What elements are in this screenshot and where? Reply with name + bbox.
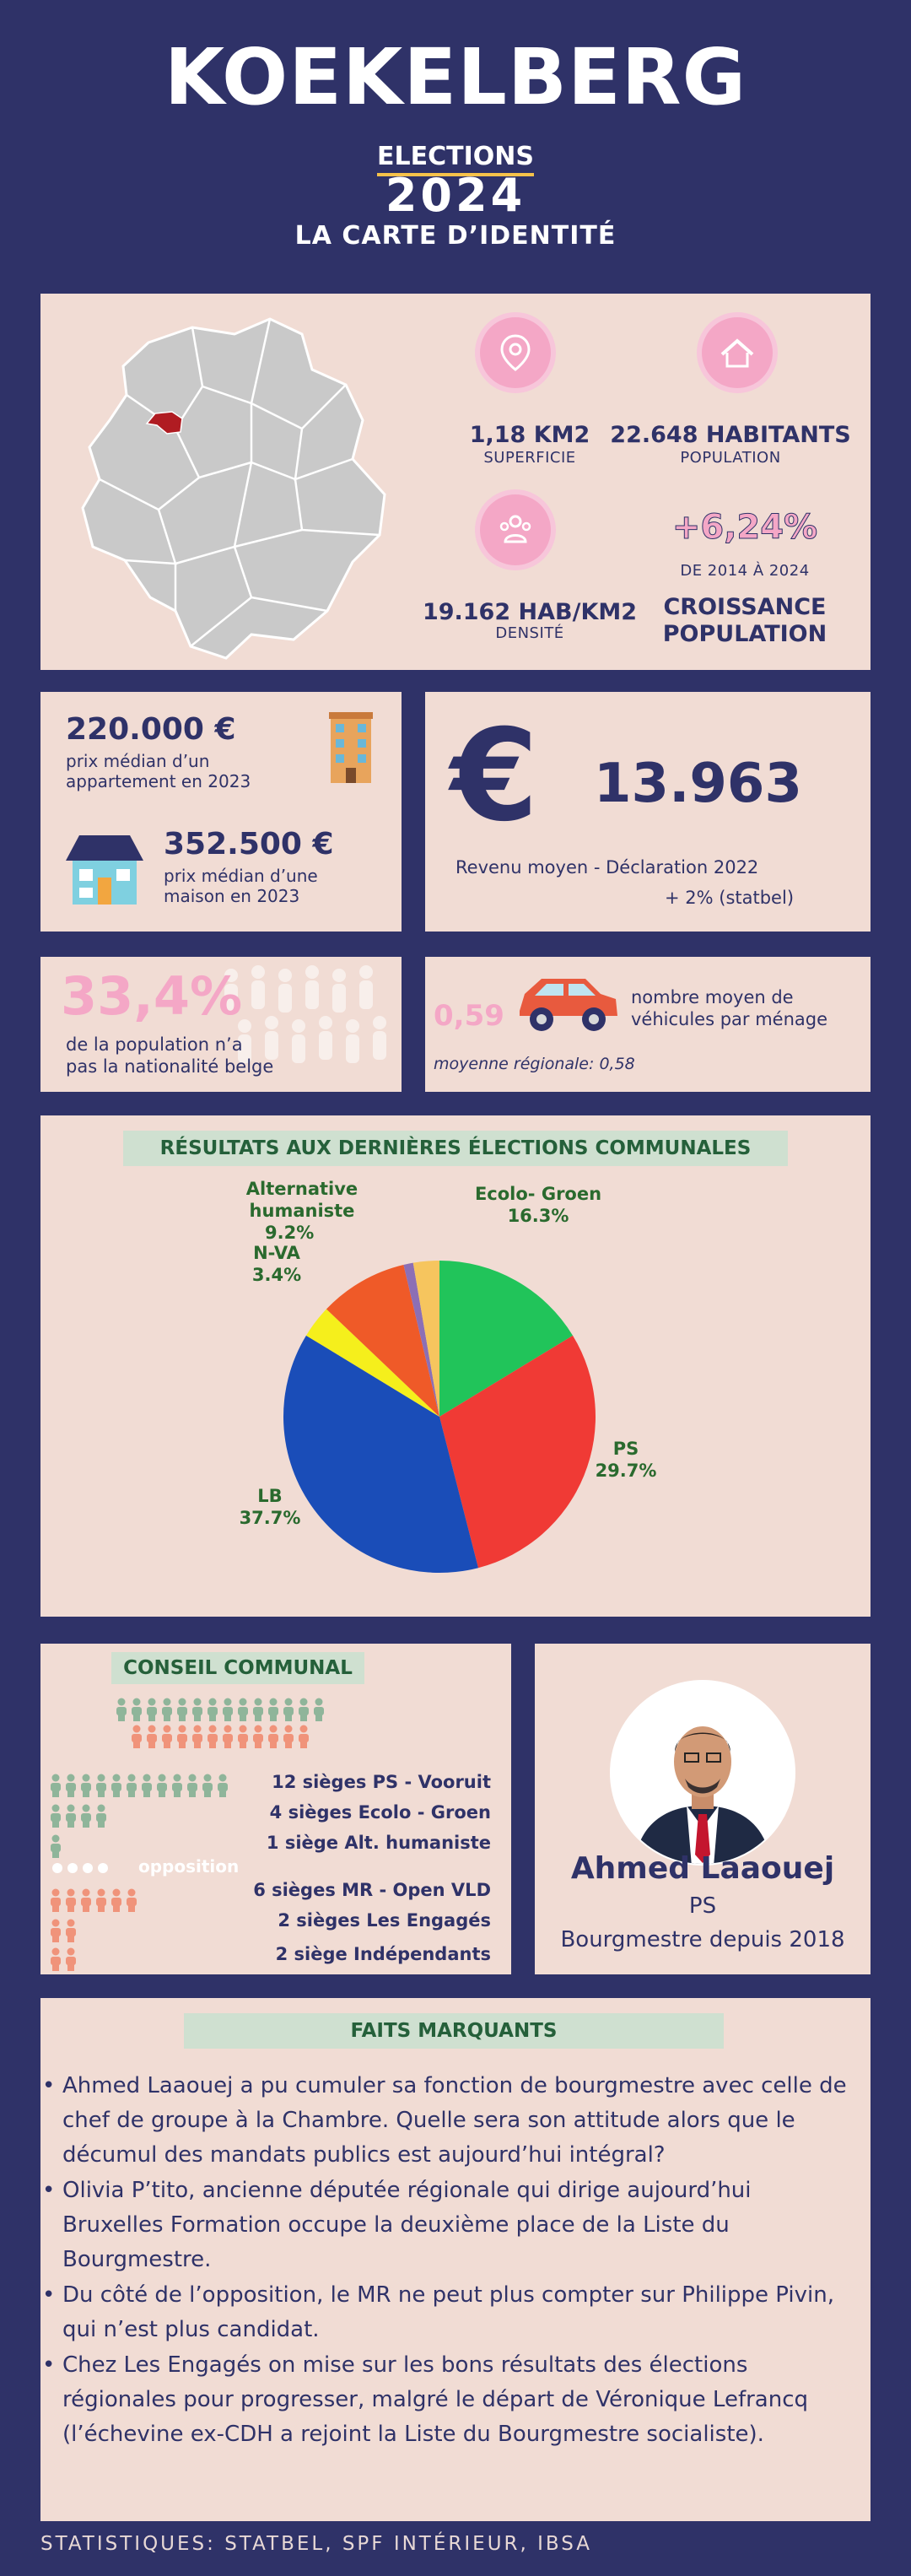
nationality-text-1: de la population n’a xyxy=(66,1034,243,1055)
council-seat-icon xyxy=(253,1725,263,1749)
council-seat-icon xyxy=(81,1774,91,1798)
elections-text: ELECTIONS xyxy=(377,142,534,176)
council-line-independants: 2 siège Indépendants xyxy=(275,1944,491,1964)
page-subtitle: LA CARTE D’IDENTITÉ xyxy=(294,221,617,251)
facts-heading: FAITS MARQUANTS xyxy=(184,2013,724,2049)
council-seat-icon xyxy=(162,1725,172,1749)
council-seat-icon xyxy=(283,1725,294,1749)
opposition-dot xyxy=(52,1863,62,1873)
council-line-ecolo: 4 sièges Ecolo - Groen xyxy=(269,1802,491,1823)
ecolo-pct: 16.3% xyxy=(507,1206,569,1226)
vehicles-regional: moyenne régionale: 0,58 xyxy=(434,1055,635,1073)
house-text-2: maison en 2023 xyxy=(164,886,300,906)
council-seat-icon xyxy=(96,1774,106,1798)
nationality-value: 33,4% xyxy=(61,965,243,1027)
council-lines xyxy=(243,1770,491,1964)
label-alternative-humaniste xyxy=(209,1178,395,1244)
opposition-dot xyxy=(83,1863,93,1873)
council-panel xyxy=(40,1644,511,1974)
council-seat-icon xyxy=(172,1774,182,1798)
population-value: 22.648 HABITANTS xyxy=(610,422,851,448)
opposition-dot xyxy=(67,1863,78,1873)
facts-list xyxy=(40,2069,850,2453)
label-ps xyxy=(584,1438,668,1482)
growth-period: DE 2014 À 2024 xyxy=(680,562,810,580)
council-seat-icon xyxy=(192,1725,202,1749)
council-seat-icon xyxy=(51,1948,61,1972)
council-seat-icon xyxy=(299,1698,309,1722)
ps-name: PS xyxy=(612,1439,639,1459)
council-seat-icon xyxy=(299,1725,309,1749)
council-seat-icon xyxy=(147,1725,157,1749)
nva-name: N-VA xyxy=(253,1243,300,1263)
council-seat-icon xyxy=(238,1725,248,1749)
vehicles-text-2: véhicules par ménage xyxy=(631,1009,828,1029)
mayor-panel xyxy=(535,1644,871,1974)
apartment-price: 220.000 € xyxy=(66,712,236,747)
euro-symbol-icon: € xyxy=(450,703,539,850)
vehicles-panel xyxy=(425,957,871,1092)
council-seat-icon xyxy=(132,1698,142,1722)
council-seat-icon xyxy=(66,1889,76,1913)
house-price: 352.500 € xyxy=(164,827,334,861)
car-icon xyxy=(513,969,623,1036)
growth-label-1: CROISSANCE xyxy=(663,594,827,620)
council-seat-icon xyxy=(218,1774,228,1798)
population-label: POPULATION xyxy=(680,449,781,467)
region-shape xyxy=(83,319,385,658)
results-pie-chart xyxy=(40,1115,871,1617)
fact-item-4: • Chez Les Engagés on mise sur les bons résultats des élections régionales pour progresser, malgré le départ de Véronique Lefrancq (l’échevine ex-CDH a rejoint la Liste du Bourgmestre socialiste). xyxy=(40,2348,850,2452)
vehicles-text-1: nombre moyen de xyxy=(631,987,794,1007)
council-seat-icon xyxy=(157,1774,167,1798)
council-seat-icon xyxy=(127,1774,137,1798)
income-panel xyxy=(425,692,871,932)
lb-pct: 37.7% xyxy=(239,1508,301,1528)
council-seat-icon xyxy=(51,1805,61,1828)
council-seat-icon xyxy=(66,1774,76,1798)
council-seat-icon xyxy=(81,1805,91,1828)
income-label: Revenu moyen - Déclaration 2022 xyxy=(456,857,759,878)
opposition-dot xyxy=(98,1863,108,1873)
council-seat-icon xyxy=(111,1774,121,1798)
council-seat-icon xyxy=(66,1805,76,1828)
people-group-icon xyxy=(475,489,556,570)
council-seat-icon xyxy=(238,1698,248,1722)
council-seat-icon xyxy=(253,1698,263,1722)
page-title: KOEKELBERG xyxy=(164,32,747,122)
label-lb xyxy=(236,1485,304,1529)
ps-pct: 29.7% xyxy=(595,1461,657,1481)
location-pin-icon xyxy=(475,312,556,393)
council-seat-icon xyxy=(96,1805,106,1828)
council-seat-icon xyxy=(132,1725,142,1749)
apartment-building-icon xyxy=(327,710,375,785)
council-seat-icon xyxy=(177,1725,187,1749)
label-n-va xyxy=(243,1242,310,1286)
council-line-mr: 6 sièges MR - Open VLD xyxy=(253,1880,491,1900)
alt-pct: 9.2% xyxy=(265,1223,315,1243)
council-seat-icon xyxy=(283,1698,294,1722)
elections-label xyxy=(0,142,911,171)
council-seat-icon xyxy=(314,1698,324,1722)
council-seat-icon xyxy=(268,1725,278,1749)
council-line-ps: 12 sièges PS - Vooruit xyxy=(272,1772,491,1792)
housing-panel xyxy=(40,692,402,932)
surface-value: 1,18 KM2 xyxy=(469,422,590,448)
council-seat-icon xyxy=(116,1698,127,1722)
mayor-portrait xyxy=(609,1679,796,1866)
density-label: DENSITÉ xyxy=(495,624,564,642)
council-seat-icon xyxy=(51,1920,61,1943)
mayor-role: Bourgmestre depuis 2018 xyxy=(560,1927,845,1952)
nva-pct: 3.4% xyxy=(251,1265,302,1285)
council-heading: CONSEIL COMMUNAL xyxy=(111,1652,364,1684)
income-value: 13.963 xyxy=(594,753,802,815)
council-line-engages: 2 sièges Les Engagés xyxy=(278,1910,491,1931)
sources-footer: STATISTIQUES: STATBEL, SPF INTÉRIEUR, IBSA xyxy=(40,2533,593,2555)
opposition-label: opposition xyxy=(138,1856,240,1877)
house-text-1: prix médian d’une xyxy=(164,866,318,886)
alt-name: Alternative humaniste xyxy=(245,1179,358,1221)
council-seat-icon xyxy=(162,1698,172,1722)
fact-item-2: • Olivia P’tito, ancienne députée régionale qui dirige aujourd’hui Bruxelles Formation occupe la deuxième place de la Liste du Bourgmestre. xyxy=(40,2174,850,2277)
fact-item-1: • Ahmed Laaouej a pu cumuler sa fonction de bourgmestre avec celle de chef de groupe à la Chambre. Quelle sera son attitude alors que le décumul des mandats publics est aujourd’hui intégral? xyxy=(40,2069,850,2173)
growth-value: +6,24% xyxy=(671,508,818,547)
nationality-panel xyxy=(40,957,402,1092)
income-change: + 2% (statbel) xyxy=(665,888,795,908)
lb-name: LB xyxy=(257,1486,283,1506)
mayor-party: PS xyxy=(688,1893,717,1919)
apartment-text-2: appartement en 2023 xyxy=(66,771,251,791)
council-seat-icon xyxy=(202,1774,213,1798)
brussels-map xyxy=(49,294,445,665)
results-heading: RÉSULTATS AUX DERNIÈRES ÉLECTIONS COMMUNALES xyxy=(123,1131,788,1166)
nationality-text-2: pas la nationalité belge xyxy=(66,1056,274,1077)
council-seat-icon xyxy=(127,1889,137,1913)
council-seat-icon xyxy=(147,1698,157,1722)
council-seat-icon xyxy=(223,1725,233,1749)
density-value: 19.162 HAB/KM2 xyxy=(422,599,638,625)
council-seat-icon xyxy=(51,1774,61,1798)
council-seat-icon xyxy=(192,1698,202,1722)
council-seat-icon xyxy=(177,1698,187,1722)
results-panel xyxy=(40,1115,871,1617)
council-seat-icon xyxy=(111,1889,121,1913)
council-seat-icon xyxy=(96,1889,106,1913)
council-seat-icon xyxy=(142,1774,152,1798)
house-illustration-icon xyxy=(62,827,147,908)
identity-panel xyxy=(40,294,871,670)
council-seat-icon xyxy=(66,1948,76,1972)
council-seat-icon xyxy=(208,1698,218,1722)
council-seat-icon xyxy=(223,1698,233,1722)
council-line-alt: 1 siège Alt. humaniste xyxy=(266,1833,491,1853)
mayor-name: Ahmed Laaouej xyxy=(570,1851,835,1886)
house-icon xyxy=(697,312,778,393)
apartment-text-1: prix médian d’un xyxy=(66,751,210,771)
surface-label: SUPERFICIE xyxy=(483,449,576,467)
council-seat-icon xyxy=(51,1835,61,1859)
vehicles-value: 0,59 xyxy=(434,999,504,1033)
council-seat-icon xyxy=(66,1920,76,1943)
growth-label-2: POPULATION xyxy=(662,621,827,647)
council-seat-icon xyxy=(51,1889,61,1913)
council-seat-icon xyxy=(187,1774,197,1798)
ecolo-name: Ecolo- Groen xyxy=(474,1184,602,1204)
council-seat-icon xyxy=(81,1889,91,1913)
council-seat-icon xyxy=(268,1698,278,1722)
label-ecolo-groen xyxy=(462,1183,614,1227)
election-year: 2024 xyxy=(385,169,526,222)
fact-item-3: • Du côté de l’opposition, le MR ne peut plus compter sur Philippe Pivin, qui n’est plus candidat. xyxy=(40,2278,850,2347)
council-seat-icon xyxy=(208,1725,218,1749)
